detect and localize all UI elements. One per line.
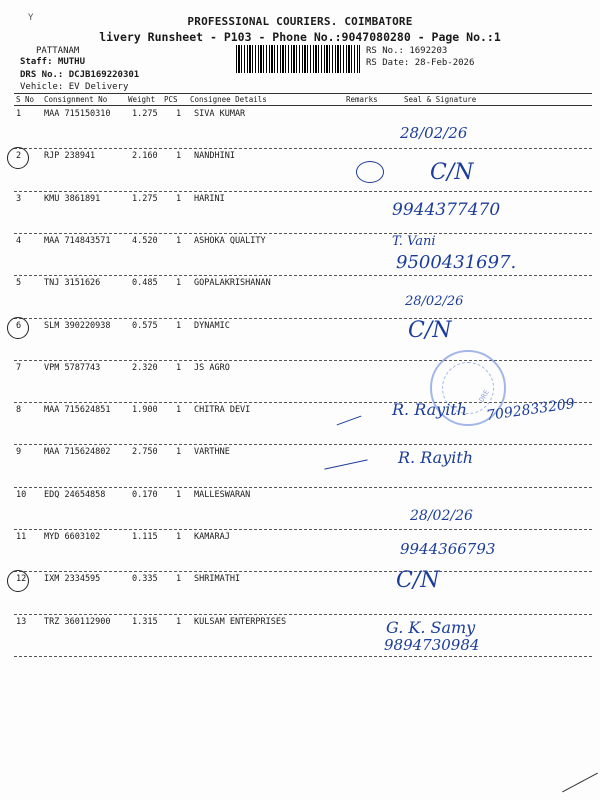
scribble-row2 [356,161,384,183]
phone-row13: 9894730984 [384,636,480,654]
cn-row6: C/N [408,318,452,343]
row-consignment: VPM 5787743 [44,362,101,373]
row-pcs: 1 [176,574,182,585]
row-consignment: MYD 6603102 [44,532,101,542]
row-pcs: 1 [176,447,182,458]
row-pcs: 1 [176,193,182,204]
row-consignee: KAMARAJ [194,532,230,542]
corner-mark: Y [28,13,34,23]
sign-row5: 28/02/26 [405,294,464,309]
row-consignment: MAA 714843571 [44,235,111,246]
sign-row1: 28/02/26 [400,124,468,142]
branch-name: PATTANAM [36,46,80,56]
row-weight: 0.575 [132,320,158,331]
col-consignment: Consignment No [44,95,108,104]
row-weight: 0.170 [132,489,158,500]
row-consignee: VARTHNE [194,447,230,458]
row-divider [14,571,592,572]
row-divider [14,656,592,657]
row-consignee: ASHOKA QUALITY [194,235,266,246]
row-consignment: MAA 715624802 [44,447,111,458]
col-sno: S No [16,95,35,104]
row-divider [14,360,592,361]
row-consignee: MALLESWARAN [194,489,251,500]
row-consignment: RJP 238941 [44,151,96,162]
barcode [236,45,360,73]
phone-row3: 9944377470 [392,200,501,220]
row-sno: 10 [16,489,27,500]
col-consignee: Consignee Details [190,95,267,104]
row-sno: 5 [16,278,22,289]
row-weight: 1.275 [132,109,158,119]
row-consignee: KULSAM ENTERPRISES [194,616,287,627]
row-sno: 1 [16,109,22,119]
row-pcs: 1 [176,489,182,500]
row-pcs: 1 [176,616,182,627]
row-weight: 0.335 [132,574,158,585]
header-rule-top [14,93,592,94]
row-divider [14,233,592,234]
row-weight: 1.315 [132,616,158,627]
row-divider [14,444,592,445]
row-consignment: TNJ 3151626 [44,278,101,289]
row-sno: 3 [16,193,22,204]
row-consignee: NANDHINI [194,151,235,162]
col-weight: Weight [128,95,156,104]
staff-label: Staff: MUTHU [20,57,86,67]
row-weight: 4.520 [132,235,158,246]
name-row13: G. K. Samy [386,618,476,637]
row-consignment: TRZ 360112900 [44,616,111,627]
row-sno: 7 [16,362,22,373]
row-consignee: HARINI [194,193,225,204]
name-row4: T. Vani [392,234,436,249]
phone-row4: 9500431697. [396,252,517,273]
row-consignee: DYNAMIC [194,320,230,331]
row-pcs: 1 [176,320,182,331]
row-divider [14,487,592,488]
row-consignment: MAA 715150310 [44,109,111,119]
row-consignee: GOPALAKRISHANAN [194,278,271,289]
row-consignment: MAA 715624851 [44,405,111,416]
row-sno: 6 [16,320,22,331]
row-sno: 4 [16,235,22,246]
row-pcs: 1 [176,405,182,416]
dash-row9 [324,459,367,469]
row-weight: 1.275 [132,193,158,204]
row-weight: 2.160 [132,151,158,162]
row-consignment: KMU 3861891 [44,193,101,204]
phone-row11: 9944366793 [400,540,496,558]
col-remarks: Remarks [346,95,378,104]
row-weight: 1.115 [132,532,158,542]
row-sno: 2 [16,151,22,162]
rs-number: RS No.: 1692203 [366,46,448,56]
vehicle-label: Vehicle: EV Delivery [20,82,129,92]
name-row9: R. Rayith [398,448,474,467]
name-row8: R. Rayith [392,400,468,419]
runsheet-subtitle: livery Runsheet - P103 - Phone No.:9047080280 - Page No.:1 [99,30,501,44]
row-divider [14,191,592,192]
row-pcs: 1 [176,362,182,373]
delivery-stamp: DRE [430,350,506,426]
row-consignment: SLM 390220938 [44,320,111,331]
row-divider [14,275,592,276]
sign-row10: 28/02/26 [410,508,473,524]
cn-row12: C/N [396,568,440,593]
phone-row8: 7092833209 [485,395,576,425]
col-seal-signature: Seal & Signature [404,95,477,104]
corner-stroke [562,773,598,793]
row-divider [14,318,592,319]
rs-date: RS Date: 28-Feb-2026 [366,58,475,68]
cn-row2: C/N [430,160,474,185]
row-consignee: SHRIMATHI [194,574,241,585]
row-pcs: 1 [176,109,182,119]
row-weight: 2.750 [132,447,158,458]
row-pcs: 1 [176,532,182,542]
row-consignment: IXM 2334595 [44,574,101,585]
row-sno: 8 [16,405,22,416]
row-weight: 0.485 [132,278,158,289]
row-sno: 9 [16,447,22,458]
drs-number: DRS No.: DCJB169220301 [20,70,140,80]
row-consignee: JS AGRO [194,362,230,373]
row-consignee: SIVA KUMAR [194,109,246,119]
row-sno: 12 [16,574,27,585]
row-weight: 1.900 [132,405,158,416]
row-divider [14,148,592,149]
row-sno: 11 [16,532,27,542]
row-divider [14,614,592,615]
row-consignment: EDQ 24654858 [44,489,106,500]
row-pcs: 1 [176,278,182,289]
row-weight: 2.320 [132,362,158,373]
row-number-circle [7,317,29,339]
row-number-circle [7,570,29,592]
row-sno: 13 [16,616,27,627]
row-divider [14,529,592,530]
header-rule-bottom [14,105,592,106]
row-pcs: 1 [176,235,182,246]
company-title: PROFESSIONAL COURIERS. COIMBATORE [187,15,413,28]
col-pcs: PCS [164,95,178,104]
row-number-circle [7,147,29,169]
row-divider [14,402,592,403]
row-consignee: CHITRA DEVI [194,405,251,416]
dash-row8 [337,416,362,426]
row-pcs: 1 [176,151,182,162]
